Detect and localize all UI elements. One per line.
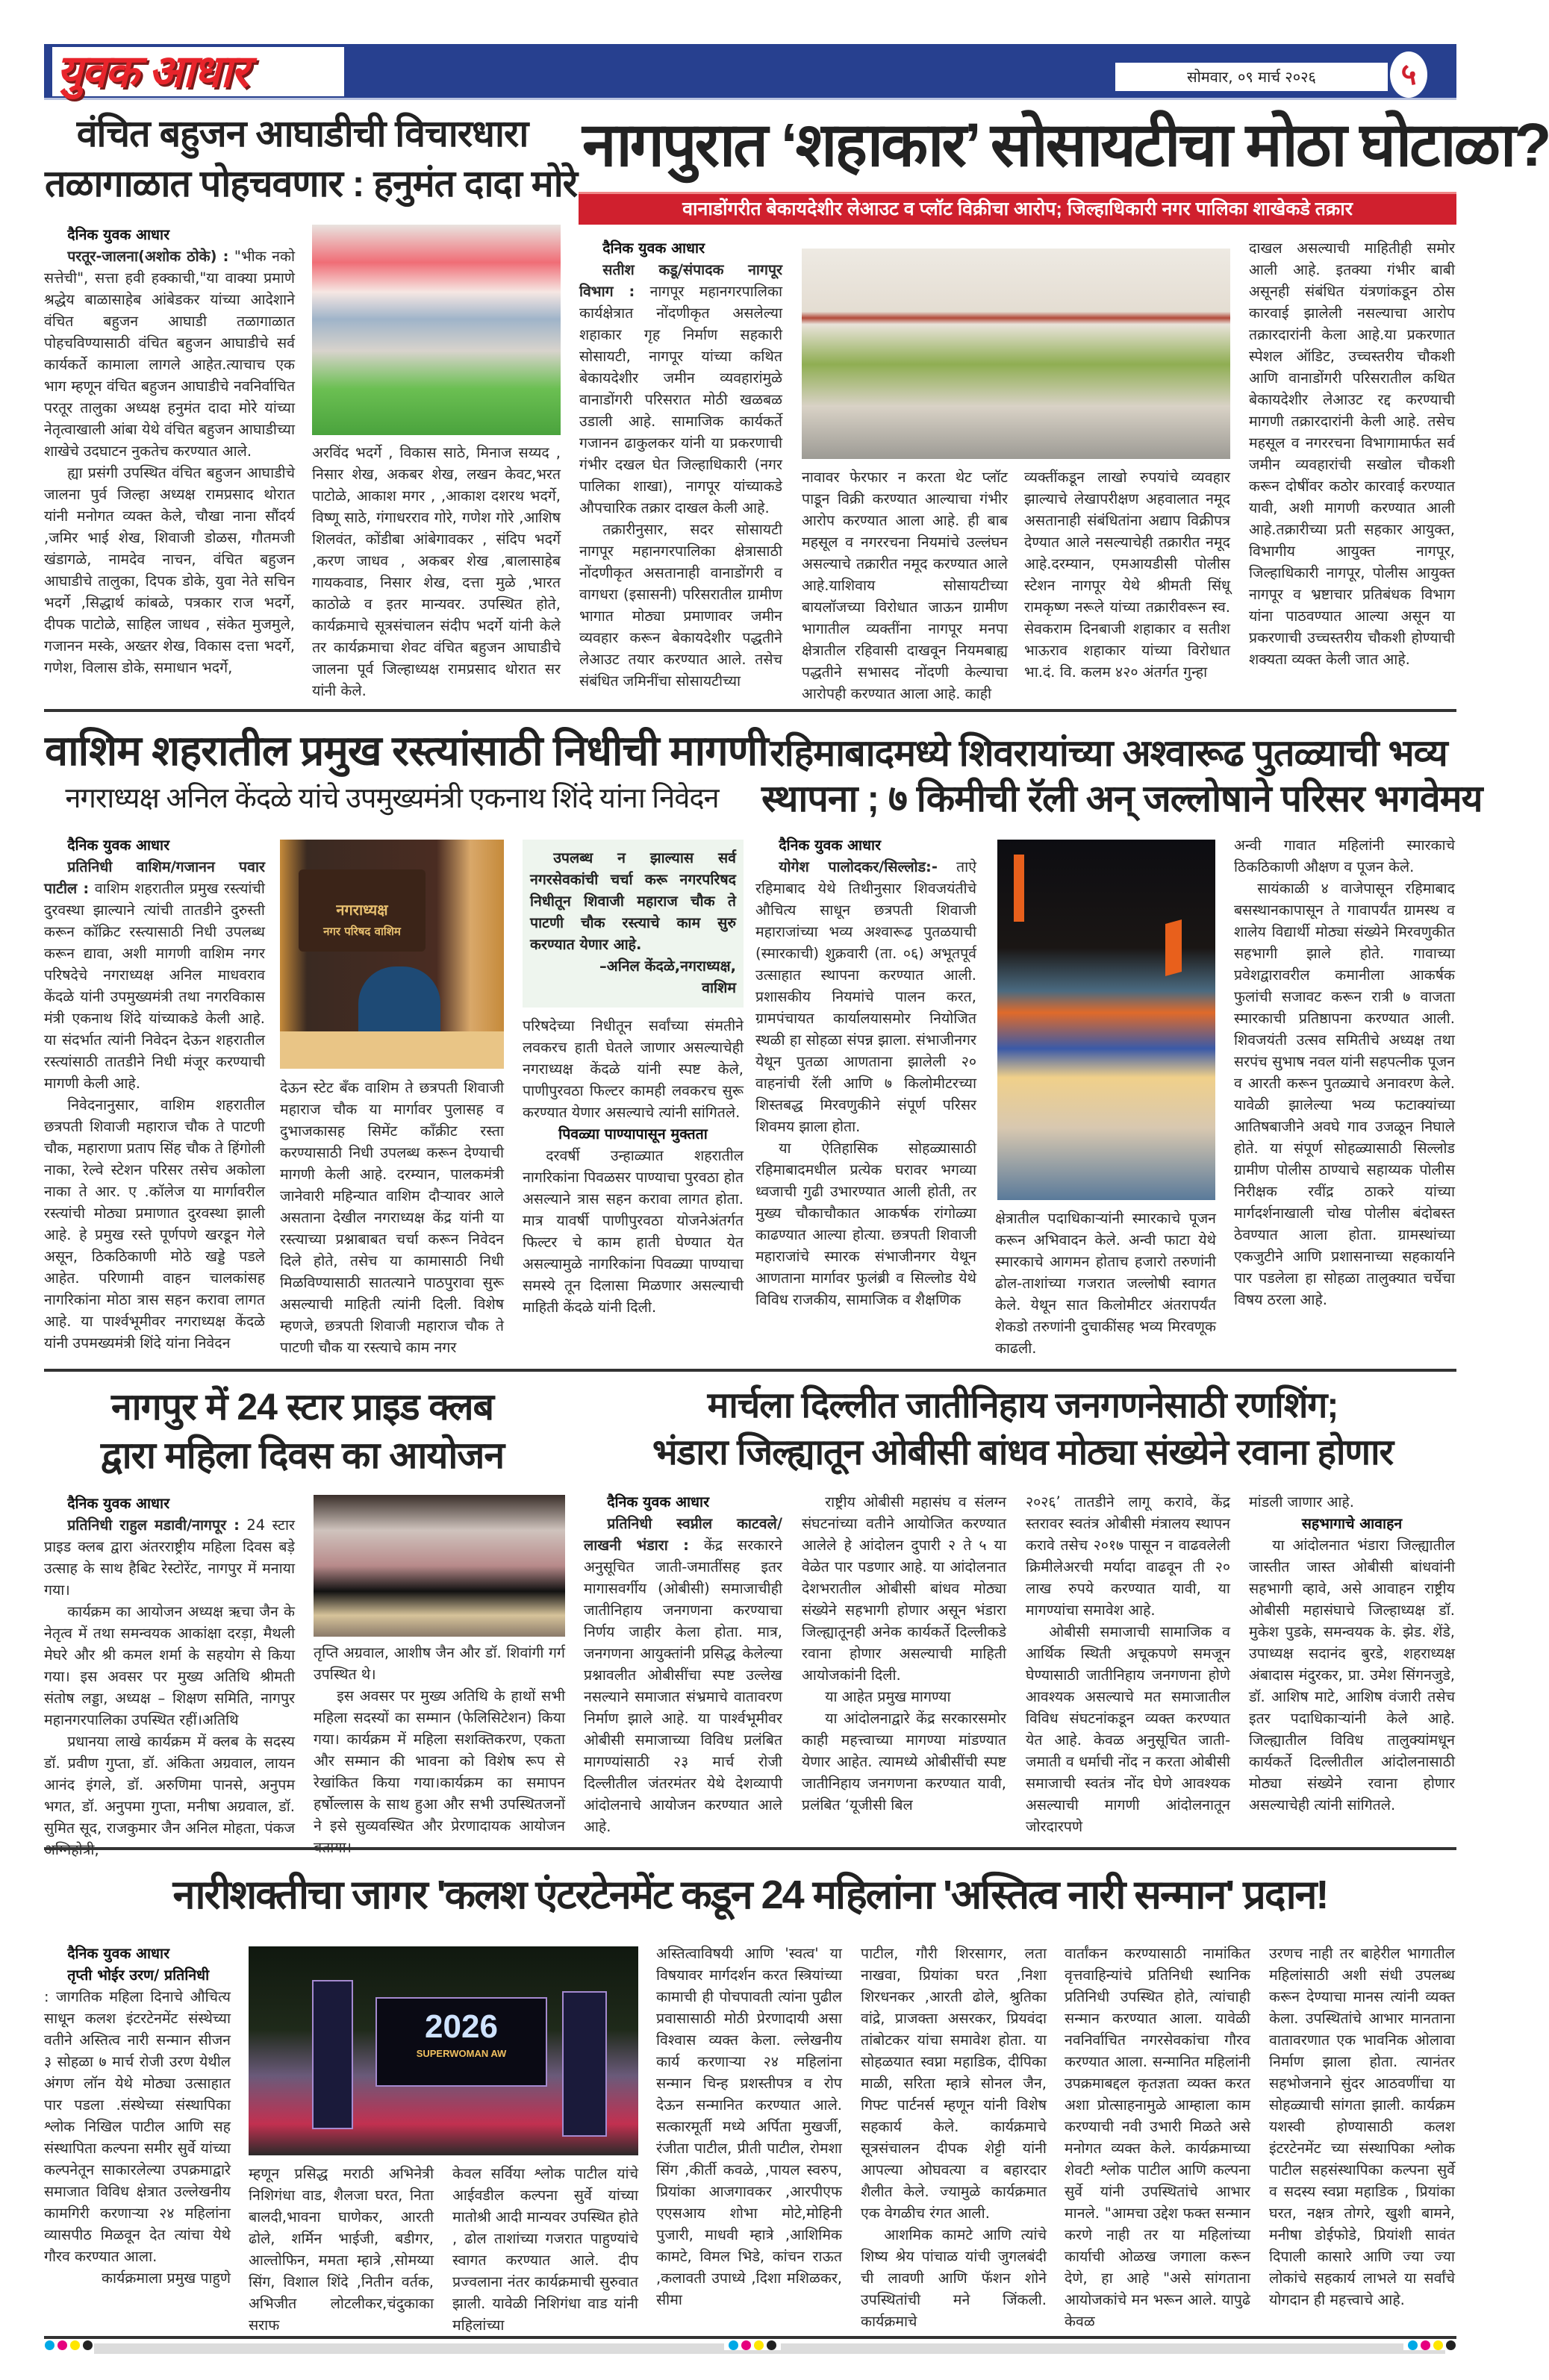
paragraph: म्हणून प्रसिद्ध मराठी अभिनेत्री निशिगंधा वाड, शैलजा घरत, निता बालदी,भावना घाणेकर, आरती ढोले, शर्मिन भाईजी, बडीगर, आल्तोफिन, ममता म्हात्रे ,सोमय्या सिंग, विशाल शिंदे ,नितीन वर्तक, अभिजीत लोटलीकर,चंदुकाका सराफ: [249, 2165, 434, 2334]
photo-shivaji-statue: [997, 840, 1215, 1200]
paragraph: : जागतिक महिला दिनाचे औचित्य साधून कलश इंटरटेनमेंट संस्थेच्या वतीने अस्तित्व नारी सन्मान सीजन ३ सोहळा ७ मार्च रोजी उरण येथील अंगण लॉन येथे मोठ्या उत्साहात पार पडला .संस्थेच्या संस्थापिका श्लोक निखिल पाटील आणि सह संस्थापिता कल्पना समीर सुर्वे यांच्या कल्पनेतून साकारलेल्या उपक्रमाद्वारे समाजात विविध क्षेत्रात उल्लेखनीय कामगिरी करणाऱ्या २४ महिलांना व्यासपीठ मिळवून देत त्यांचा येथे गौरव करण्यात आला.: [44, 1988, 231, 2265]
sign-text: नगर परिषद वाशिम: [323, 925, 401, 938]
photo-mayor-office: [280, 840, 504, 1069]
strapline: वानाडोंगरीत बेकायदेशीर लेआउट व प्लॉट विक्रीचा आरोप; जिल्हाधिकारी नगर पालिका शाखेकडे तक्रार: [682, 199, 1353, 219]
banner-text: SUPERWOMAN AW: [416, 2048, 507, 2059]
paragraph: निवेदनानुसार, वाशिम शहरातील छत्रपती शिवाजी महाराज चौक ते पाटणी चौक, महाराणा प्रताप सिंह चौक ते हिंगोली नाका, रेल्वे स्टेशन परिसर तसेच अकोला नाका ते आर. ए .कॉलेज या मार्गावरील रस्त्यांची मोठ्या प्रमाणात दुरवस्था झाली आहे. हे प्रमुख रस्ते पूर्णपणे खरडून गेले असून, ठिकठिकाणी मोठे खड्डे पडले आहेत. परिणामी वाहन चालकांसह नागरिकांना मोठा त्रास सहन करावा लागत आहे. या पार्श्वभूमीवर नगराध्यक्ष केंदळे यांनी उपमख्यमंत्री शिंदे यांना निवेदन: [44, 1096, 265, 1352]
paragraph: नावावर फेरफार न करता थेट प्लॉट पाडून विक्री करण्यात आल्याचा गंभीर आरोप करण्यात आला आहे. ही बाब महसूल व नगररचना नियमांचे उल्लंघन असल्याचे तक्रारीत नमूद करण्यात आले आहे.याशिवाय सोसायटीच्या बायलॉजच्या विरोधात जाऊन ग्रामीण भागातील व्यक्तींना नागपूर मनपा क्षेत्रातील रहिवासी दाखवून नियमबाह्य पद्धतीने सभासद नोंदणी केल्याचा आरोपही करण्यात आला आहे. काही: [802, 469, 1008, 702]
headline-line: रहिमाबादमध्ये शिवरायांच्या अश्वारूढ पुतळ्याची भव्य: [770, 732, 1447, 774]
photo-womens-day-group: [314, 1495, 565, 1637]
strapline-bar: [579, 192, 1456, 225]
flag-icon: [1165, 919, 1182, 976]
paragraph: तृप्ति अग्रवाल, आशीष जैन और डॉ. शिवांगी गर्ग उपस्थित थे।: [314, 1644, 565, 1683]
paragraph: 24 स्टार प्राइड क्लब द्वारा अंतरराष्ट्रीय महिला दिवस बड़े उत्साह के साथ हैबिट रेस्टोरेंट, नागपुर में मनाया गया।: [44, 1517, 295, 1599]
paragraph: दरवर्षी उन्हाळ्यात शहरातील नागरिकांना पिवळसर पाण्याचा पुरवठा होत असल्याने त्रास सहन करावा लागत होता. मात्र यावर्षी पाणीपुरवठा योजनेअंतर्गत फिल्टर चे काम हाती घेण्यात येत असल्यामुळे नागरिकांना पिवळ्या पाण्याचा समस्ये तून दिलासा मिळणार असल्याची माहिती केंदळे यांनी दिली.: [523, 1147, 744, 1316]
cyan-dot-icon: [45, 2340, 54, 2350]
registration-marks: [1403, 2340, 1456, 2350]
pull-quote-box: [523, 840, 744, 1008]
article-column: [452, 2163, 638, 2336]
paragraph: उरणच नाही तर बाहेरील भागातील महिलांसाठी अशी संधी उपलब्ध करून देण्याचा मानस त्यांनी व्यक्त केला. उपस्थितांचे आभार मानताना वातावरणात एक भावनिक ओलावा निर्माण झाला होता. त्यानंतर सहभोजनाने सुंदर आठवणींचा या सोहळ्याची सांगता झाली. कार्यक्रम यशस्वी होण्यासाठी कलश इंटरटेनमेंट च्या संस्थापिका श्लोक पाटील सहसंस्थापिका कल्पना सुर्वे व सदस्य स्वप्ना महाडिक , प्रियांका घरत, नक्षत्र तोगरे, खुशी बामने, मनीषा डोईफोडे, प्रियांशी सावंत दिपाली कासारे आणि ज्या ज्या लोकांचे सहकार्य लाभले या सर्वांचे योगदान ही महत्त्वाचे आहे.: [1269, 1945, 1455, 2308]
quote-attribution: –अनिल केंदळे,नगराध्यक्ष,: [599, 958, 736, 975]
article-column: [44, 834, 265, 1357]
paragraph: सायंकाळी ४ वाजेपासून रहिमाबाद बसस्थानकापासून ते गावापर्यंत ग्रामस्थ व शालेय विद्यार्थी मोठ्या संख्येने मिरवणुकीत सहभागी झाले होते. गावाच्या प्रवेशद्वारावरील कमानीला आकर्षक फुलांची सजावट करून रात्री ७ वाजता स्मारकाची प्रतिष्ठापना करण्यात आली. शिवजयंती उत्सव समितीचे अध्यक्ष तथा सरपंच सुभाष नवल यांनी सहपत्नीक पूजन व आरती करून पुतळ्याचे अनावरण केले. यावेळी झालेल्या भव्य फटाक्यांच्या आतिषबाजीने अवघे गाव उजळून निघाले होते. या संपूर्ण सोहळ्यासाठी सिल्लोड ग्रामीण पोलीस ठाण्याचे सहाय्यक पोलीस निरीक्षक रवींद्र ठाकरे यांच्या मार्गदर्शनाखाली चोख पोलीस बंदोबस्त ठेवण्यात आला होता. ग्रामस्थांच्या एकजुटीने आणि प्रशासनाच्या सहकार्याने पार पडलेला हा सोहळा तालुक्यात चर्चेचा विषय ठरला आहे.: [1234, 880, 1455, 1308]
paragraph: "भीक नको सत्तेची", सत्ता हवी हक्काची,"या वाक्या प्रमाणे श्रद्धेय बाळासाहेब आंबेडकर यांच्या आदेशाने वंचित बहुजन आघाडी तळागाळात पोहचविण्यासाठी वंचित बहुजन आघाडीचे सर्व कार्यकर्ते कामाला लागले आहेत.त्याचाच एक भाग म्हणून वंचित बहुजन आघाडीचे नवनिर्वाचित परतूर तालुका अध्यक्ष हनुमंत दादा मोरे यांच्या नेतृत्वाखाली आंबा येथे वंचित बहुजन आघाडीच्या शाखेचे उदघाटन नुकतेच करण्यात आले.: [44, 248, 296, 460]
cyan-dot-icon: [729, 2340, 738, 2350]
registration-marks: [45, 2340, 93, 2350]
paragraph: नागपूर महानगरपालिका कार्यक्षेत्रात नोंदणीकृत असलेल्या शहाकार गृह निर्माण सहकारी सोसायटी, नागपूर यांच्या कथित बेकायदेशीर जमीन व्यवहारांमुळे वानाडोंगरी परिसरात मोठी खळबळ उडाली आहे. सामाजिक कार्यकर्ते गजानन ढाकुलकर यांनी या प्रकरणाची गंभीर दखल घेत जिल्हाधिकारी (नगर पालिका शाखा), नागपूर यांच्याकडे औपचारिक तक्रार दाखल केली आहे.: [579, 283, 782, 516]
paragraph: वाशिम शहरातील प्रमुख रस्त्यांची दुरवस्था झाल्याने त्यांची तातडीने दुरुस्ती करून कॉक्रिट रस्त्यासाठी निधी उपलब्ध करून द्यावा, अशी मागणी वाशिम नगर परिषदेचे नगराध्यक्ष अनिल माधवराव केंदळे यांनी उपमुख्यमंत्री तथा नगरविकास मंत्री एकनाथ शिंदे यांच्याकडे केली आहे. या संदर्भात त्यांनी निवेदन देऊन शहरातील रस्त्यांसाठी तातडीने निधी मंजूर करण्याची मागणी केली आहे.: [44, 880, 265, 1092]
headline-washim: वाशिम शहरातील प्रमुख रस्त्यांसाठी निधीची मागणी: [45, 727, 768, 774]
headline-line: भंडारा जिल्ह्यातून ओबीसी बांधव मोठ्या संख्येने रवाना होणार: [652, 1432, 1394, 1472]
yellow-dot-icon: [1433, 2340, 1443, 2350]
paragraph: केंद्र सरकारने अनुसूचित जाती-जमातींसह इतर मागासवर्गीय (ओबीसी) समाजाचीही जातीनिहाय जनगणना करण्याचा निर्णय जाहीर केला होता. मात्र, जनगणना आयुक्तांनी प्रसिद्ध केलेल्या प्रश्नावलीत ओबीसींचा स्पष्ट उल्लेख नसल्याने समाजात संभ्रमाचे वातावरण निर्माण झाले आहे. या पार्श्वभूमीवर ओबीसी समाजाच्या विविध प्रलंबित मागण्यांसाठी २३ मार्च रोजी दिल्लीतील जंतरमंतर येथे देशव्यापी आंदोलनाचे आयोजन करण्यात आले आहे.: [584, 1537, 782, 1835]
headline-kalash: नारीशक्तीचा जागर 'कलश एंटरटेनमेंट कडून 24 महिलांना 'अस्तित्व नारी सन्मान' प्रदान!: [172, 1873, 1328, 1917]
section-divider: [44, 709, 1456, 712]
paper-credit: दैनिक युवक आधार: [779, 837, 882, 854]
paragraph: व्यक्तींकडून लाखो रुपयांचे व्यवहार झाल्याचे लेखापरीक्षण अहवालात नमूद असतानाही संबंधितांना अद्याप विक्रीपत्र देण्यात आले नसल्याचेही तक्रारीत नमूद आहे.दरम्यान, एमआयडीसी पोलीस स्टेशन नागपूर येथे श्रीमती सिंधू रामकृष्ण नरूले यांच्या तक्रारीवरून स्व. सेवकराम दिनबाजी शहाकार व सतीश भाऊराव शहाकार यांच्या विरोधात भा.दं. वि. कलम ४२० अंतर्गत गुन्हा: [1024, 469, 1230, 681]
logo[interactable]: [52, 47, 344, 96]
magenta-dot-icon: [57, 2340, 67, 2350]
article-column: [1269, 1943, 1455, 2336]
article-column: [1026, 1491, 1230, 1840]
magenta-dot-icon: [1421, 2340, 1430, 2350]
subheadline-washim: नगराध्यक्ष अनिल केंदळे यांचे उपमुख्यमंत्री एकनाथ शिंदे यांना निवेदन: [65, 783, 719, 814]
section-divider: [44, 2336, 1456, 2339]
article-column: [995, 1208, 1216, 1357]
article-column: [280, 1077, 504, 1357]
article-column: [312, 442, 561, 709]
paragraph: ओबीसी समाजाची सामाजिक व आर्थिक स्थिती अचूकपणे समजून घेण्यासाठी जातीनिहाय जनगणना होणे आवश्यक असल्याचे मत समाजातील विविध संघटनांकडून व्यक्त करण्यात येत आहे. केवळ अनुसूचित जाती-जमाती व धर्माची नोंद न करता ओबीसी समाजाची स्वतंत्र नोंद घेणे आवश्यक असल्याची मागणी आंदोलनातून जोरदारपणे: [1026, 1623, 1230, 1835]
black-dot-icon: [83, 2340, 93, 2350]
article-column: [1249, 1491, 1455, 1840]
yellow-dot-icon: [754, 2340, 764, 2350]
paragraph: परिषदेच्या निधीतून सर्वांच्या संमतीने लवकरच हाती घेतले जाणार असल्याचेही नगराध्यक्ष केंदळे यांनी स्पष्ट केले, पाणीपुरवठा फिल्टर कामही लवकरच सुरू करण्यात येणार असल्याचे त्यांनी सांगितले.: [523, 1017, 744, 1121]
photo-vba-event: [312, 225, 561, 435]
black-dot-icon: [767, 2340, 776, 2350]
paragraph: अस्तित्वाविषयी आणि 'स्वत्व' या विषयावर मार्गदर्शन करत स्त्रियांच्या कामाची ही पोचपावती त्यांना पुढील प्रवासासाठी मोठी प्रेरणादायी असा विश्वास व्यक्त केला. ल्लेखनीय कार्य करणाऱ्या २४ महिलांना सन्मान चिन्ह प्रशस्तीपत्र व रोप देऊन सन्मानित करण्यात आले. सत्कारमूर्ती मध्ये अर्पिता मुखर्जी, रंजीता पाटील, प्रीती पाटील, रोमशा सिंग ,कीर्ती कवळे, ,पायल स्वरुप, प्रियांका आजगावकर ,आरपीएफ एएसआय शोभा मोटे,मोहिनी पुजारी, माधवी म्हात्रे ,आशिमिक कामटे, विमल भिडे, कांचन राऊत ,कलावती उपाध्ये ,दिशा मशिळकर, सीमा: [656, 1945, 842, 2308]
paragraph: पाटील, गौरी शिरसागर, लता नाखवा, प्रियांका घरत ,निशा शिरधनकर ,आरती ढोले, श्रुतिका वांद्रे, प्राजक्ता असरकर, प्रियवंदा तांबोटकर यांचा समावेश होता. या सोहळयात स्वप्ना महाडिक, दीपिका माळी, सरिता म्हात्रे सोनल जैन, गिफ्ट पार्टनर्स म्हणून यांनी विशेष सहकार्य केले. कार्यक्रमाचे सूत्रसंचालन दीपक शेट्टी यांनी आपल्या ओघवत्या व बहारदार शैलीत केले. ज्यामुळे कार्यक्रमात एक वेगळीच रंगत आली.: [861, 1945, 1047, 2222]
section-divider: [44, 1847, 1456, 1850]
paragraph: कार्यक्रम का आयोजन अध्यक्ष ऋचा जैन के नेतृत्व में तथा समन्वयक आकांक्षा दरड़ा, मैथली मेघरे और श्री कमल शर्मा के सहयोग से किया गया। इस अवसर पर मुख्य अतिथि श्रीमती संतोष लड्डा, अध्यक्ष – शिक्षण समिति, नागपुर महानगरपालिका उपस्थित रहीं।अतिथि: [44, 1603, 295, 1728]
paragraph: मांडली जाणार आहे.: [1249, 1493, 1354, 1511]
article-column: [1065, 1943, 1250, 2336]
byline: योगेश पालोदकर/सिल्लोड:-: [779, 858, 938, 875]
paragraph: दाखल असल्याची माहितीही समोर आली आहे. इतक्या गंभीर बाबी असूनही संबंधित यंत्रणांकडून ठोस कारवाई झालेली नसल्याचा आरोप तक्रारदारांनी केला आहे.या प्रकरणात स्पेशल ऑडिट, उच्चस्तरीय चौकशी आणि वानाडोंगरी परिसरातील कथित बेकायदेशीर लेआउट रद्द करण्याची मागणी तक्रारदारांनी केली आहे. तसेच महसूल व नगररचना विभागामार्फत सर्व जमीन व्यवहारांची सखोल चौकशी करून दोषींवर कठोर कारवाई करण्यात यावी, अशी मागणी करण्यात आली आहे.तक्रारीच्या प्रती सहकार आयुक्त, विभागीय आयुक्त नागपूर, जिल्हाधिकारी नागपूर, पोलीस आयुक्त नागपूर व भ्रष्टाचार प्रतिबंधक विभाग यांना पाठवण्यात आल्या असून या प्रकरणाची उच्चस्तरीय चौकशी होण्याची शक्यता व्यक्त केली जात आहे.: [1249, 240, 1455, 668]
subheading: सहभागाचे आवाहन: [1301, 1515, 1403, 1532]
article-column: [755, 834, 976, 1357]
headline-line: स्थापना ; ७ किमीची रॅली अन् जल्लोषाने परिसर भगवेमय: [761, 778, 1483, 819]
paragraph: राष्ट्रीय ओबीसी महासंघ व संलग्न संघटनांच्या वतीने आयोजित करण्यात आलेले हे आंदोलन दुपारी २ ते ५ या वेळेत पार पडणार आहे. या आंदोलनात देशभरातील ओबीसी बांधव मोठ्या संख्येने सहभागी होणार असून भंडारा जिल्ह्यातूनही अनेक कार्यकर्ते दिल्लीकडे रवाना होणार असल्याची माहिती आयोजकांनी दिली.: [802, 1493, 1006, 1684]
article-column: [44, 224, 295, 709]
sign-text: नगराध्यक्ष: [336, 901, 388, 919]
subheading: या आहेत प्रमुख मागण्या: [825, 1688, 951, 1705]
paper-credit: दैनिक युवक आधार: [67, 1945, 170, 1962]
page-number-badge: [1390, 51, 1427, 98]
paragraph: अन्वी गावात महिलांनी स्मारकाचे ठिकठिकाणी औक्षण व पूजन केले.: [1234, 837, 1455, 875]
paragraph: इस अवसर पर मुख्य अतिथि के हाथों सभी महिला सदस्यों का सम्मान (फेलिसिटेशन) किया गया। कार्यक्रम में महिला सशक्तिकरण, एकता और सम्मान की भावना को विशेष रूप से रेखांकित किया गया।कार्यक्रम का समापन हर्षोल्लास के साथ हुआ और सभी उपस्थितजनों ने इसे सुव्यवस्थित और प्रेरणादायक आयोजन: [314, 1687, 565, 1834]
paragraph: आशमिक कामटे आणि त्यांचे शिष्य श्रेय पांचाळ यांची जुगलबंदी ची लावणी आणि फॅशन शोने उपस्थितांची मने जिंकली. कार्यक्रमाचे: [861, 2226, 1047, 2330]
stage-screen: [375, 1997, 547, 2087]
headline-line: वंचित बहुजन आघाडीची विचारधारा: [76, 113, 529, 154]
article-column: [249, 2163, 434, 2336]
logo-text: युवक आधार: [57, 46, 248, 96]
paragraph: कार्यक्रमाला प्रमुख पाहुणे: [102, 2270, 231, 2287]
cyan-dot-icon: [1408, 2340, 1418, 2350]
paper-credit: दैनिक युवक आधार: [67, 1495, 170, 1512]
byline: परतूर-जालना(अशोक ठोके) :: [67, 248, 229, 265]
desk: [280, 1031, 504, 1069]
article-column: [802, 466, 1008, 709]
byline: प्रतिनिधी राहुल मडावी/नागपूर :: [67, 1517, 240, 1534]
paper-credit: दैनिक युवक आधार: [67, 226, 170, 243]
pull-quote: उपलब्ध न झाल्यास सर्व नगरसेवकांची चर्चा करू नगरपरिषद निधीतून शिवाजी महाराज चौक ते पाटणी चौक रस्त्याचे काम सुरु करण्यात येणार आहे.: [530, 849, 736, 953]
headline-vba: [45, 113, 578, 204]
date-box: [1115, 63, 1388, 91]
byline: सतीश कडू/संपादक नागपूर विभाग :: [579, 261, 782, 300]
paragraph: केवल सर्विया श्लोक पाटील यांचे आईवडील कल्पना सुर्वे यांच्या मातोश्री आदी मान्यवर उपस्थित होते , ढोल ताशांच्या गजरात पाहुण्यांचे स्वागत करण्यात आले. दीप प्रज्वलाना नंतर कार्यक्रमाची सुरुवात झाली. यावेळी निशिगंधा वाड यांनी महिलांच्या: [452, 2165, 638, 2334]
flag-icon: [1014, 855, 1024, 922]
subheading: पिवळ्या पाण्यापासून मुक्तता: [558, 1125, 708, 1143]
magenta-dot-icon: [741, 2340, 751, 2350]
headline-line: मार्चला दिल्लीत जातीनिहाय जनगणनेसाठी रणशिंग;: [707, 1386, 1338, 1425]
article-column: [584, 1491, 782, 1840]
paper-credit: दैनिक युवक आधार: [607, 1493, 710, 1511]
headline-line: नागपुर में 24 स्टार प्राइड क्लब: [110, 1386, 494, 1428]
article-column: [579, 237, 782, 709]
paragraph: या ऐतिहासिक सोहळ्यासाठी रहिमाबादमधील प्रत्येक घरावर भगव्या ध्वजाची गुढी उभारण्यात आली होती, तर मुख्य चौकाचौकात आकर्षक रांगोळ्या काढण्यात आल्या होत्या. छत्रपती शिवाजी महाराजांचे स्मारक संभाजीनगर येथून आणताना मार्गावर फुलंब्री व सिल्लोड येथे विविध राजकीय, सामाजिक व शैक्षणिक: [755, 1140, 976, 1308]
black-dot-icon: [1446, 2340, 1456, 2350]
headline-shahakar: नागपुरात ‘शहाकार’ सोसायटीचा मोठा घोटाळा?: [582, 111, 1549, 179]
issue-date: सोमवार, ०९ मार्च २०२६: [1187, 68, 1316, 86]
headline-rahimabad: [761, 732, 1483, 819]
award-standee: [562, 1991, 607, 2137]
paragraph: ह्या प्रसंगी उपस्थित वंचित बहुजन आघाडीचे जालना पुर्व जिल्हा अध्यक्ष रामप्रसाद थोरात यांनी मनोगत व्यक्त केले, चौखा नाना सौंदर्य ,जमिर भाई शेख, शिवाजी डोळस, गौतमजी खंडागळे, नामदेव नाचन, वंचित बहुजन आघाडीचे तालुका, दिपक डोके, युवा नेते सचिन भदर्गे ,सिद्धार्थ कांबळे, पत्रकार राज भदर्गे, दीपक पाटोळे, साहिल जाधव , संकेत मुजमुले, गजानन मस्के, अख्तर शेख, विकास दत्ता भदर्गे, गणेश, विलास डोके, समाधान भदर्गे,: [44, 464, 295, 676]
paragraph: अरविंद भदर्गे , विकास साठे, मिनाज सय्यद , निसार शेख, अकबर शेख, लखन केवट,भरत पाटोळे, आकाश मगर , ,आकाश दशरथ भदर्गे, विष्णू साठे, गंगाधरराव गोरे, गणेश गोरे ,आशिष शिलवंत, कोंडीबा आंबेगावकर , संदिप भदर्गे ,करण जाधव , अकबर शेख ,बालासाहेब गायकवाड, निसार शेख, दत्ता मुळे ,भारत काठोळे व इतर मान्यवर. उपस्थित होते, कार्यक्रमाचे सूत्रसंचालन संदीप भदर्गे यांनी केले तर कार्यक्रमाचा शेवट वंचित बहुजन आघाडीचे जालना पूर्व जिल्हाध्यक्ष रामप्रसाद थोरात सर यांनी केले.: [312, 444, 561, 699]
yellow-dot-icon: [70, 2340, 80, 2350]
banner-year: 2026: [425, 2008, 498, 2045]
registration-marks: [724, 2340, 781, 2350]
article-column: [314, 1642, 565, 1840]
nameplate: [299, 869, 426, 952]
section-divider: [44, 1369, 1456, 1372]
article-column: [523, 1015, 744, 1357]
paper-credit: दैनिक युवक आधार: [67, 837, 170, 854]
article-column: [656, 1943, 842, 2336]
article-column: [44, 1493, 295, 1840]
paragraph: ताऐ रहिमाबाद येथे तिथीनुसार शिवजयंतीचे औचित्य साधून छत्रपती शिवाजी महाराजांच्या भव्य अश्वारूढ पुतळयाची (स्मारकाची) शुक्रवारी (ता. ०६) अभूतपूर्व उत्साहात स्थापना करण्यात आली. प्रशासकीय नियमांचे पालन करत, ग्रामपंचायत कार्यालयासमोर नियोजित स्थळी हा सोहळा संपन्न झाला. संभाजीनगर येथून पुतळा आणताना झालेली २० वाहनांची रॅली आणि ७ किलोमीटरच्या शिस्तबद्ध मिरवणुकीने संपूर्ण परिसर शिवमय झाला होता.: [755, 858, 976, 1135]
paragraph: वार्तांकन करण्यासाठी नामांकित वृत्तवाहिन्यांचे प्रतिनिधी स्थानिक प्रतिनिधी उपस्थित होते, त्यांचाही सन्मान करण्यात आला. यावेळी नवनिर्वाचित नगरसेवकांचा गौरव करण्यात आला. सन्मानित महिलांनी उपक्रमाबद्दल कृतज्ञता व्यक्त करत अशा प्रोत्साहनामुळे आम्हाला काम करण्याची नवी उभारी मिळते असे मनोगत व्यक्त केले. कार्यक्रमाच्या शेवटी श्लोक पाटील आणि कल्पना सुर्वे यांनी उपस्थितांचे आभार मानले. "आमचा उद्देश फक्त सन्मान करणे नाही तर या महिलांच्या कार्याची ओळख जगाला करून देणे, हा आहे "असे सांगताना आयोजकांचे मन भरून आले. यापुढे केवळ: [1065, 1945, 1250, 2330]
photo-superwoman-awards: [249, 1946, 638, 2155]
award-standee: [312, 1980, 353, 2129]
article-column: [1024, 466, 1230, 709]
photo-municipal-building: [802, 249, 1230, 459]
article-column: [1249, 237, 1455, 709]
headline-line: द्वारा महिला दिवस का आयोजन: [100, 1434, 505, 1476]
paper-credit: दैनिक युवक आधार: [602, 240, 705, 257]
byline: तृप्ती भोईर उरण/ प्रतिनिधी: [67, 1967, 210, 1984]
paragraph: तक्रारीनुसार, सदर सोसायटी नागपूर महानगरपालिका क्षेत्रासाठी नोंदणीकृत असतानाही वानाडोंगरी व वागधरा (इसासनी) परिसरातील ग्रामीण भागात मोठ्या प्रमाणावर जमीन व्यवहार करून बेकायदेशीर पद्धतीने लेआउट तयार करण्यात आले. तसेच संबंधित जमिनींचा सोसायटीच्या: [579, 521, 782, 690]
paragraph: २०२६’ तातडीने लागू करावे, केंद्र स्तरावर स्वतंत्र ओबीसी मंत्रालय स्थापन करावे तसेच २०१७ पासून न वाढवलेली क्रिमीलेअरची मर्यादा वाढवून ती २० लाख रुपये करण्यात यावी, या मागण्यांचा समावेश आहे.: [1026, 1493, 1230, 1619]
headline-pride-club: [45, 1387, 560, 1476]
paragraph: या आंदोलनाद्वारे केंद्र सरकारसमोर काही महत्त्वाच्या मागण्या मांडण्यात येणार आहेत. त्यामध्ये ओबीसींची स्पष्ट जातीनिहाय जनगणना करण्यात यावी, प्रलंबित ‘यूजीसी बिल: [802, 1710, 1006, 1814]
paragraph: देऊन स्टेट बँक वाशिम ते छत्रपती शिवाजी महाराज चौक या मार्गावर पुलासह व दुभाजकासह सिमेंट कॉंक्रीट रस्ता करण्यासाठी निधी उपलब्ध करून देण्याची मागणी केली आहे. दरम्यान, पालकमंत्री जानेवारी महिन्यात वाशिम दौऱ्यावर आले असताना देखील नगराध्यक्ष केंद्र यांनी या रस्त्याच्या प्रश्नाबाबत चर्चा करून निवेदन दिले होते, तसेच या कामासाठी निधी मिळविण्यासाठी सातत्याने पाठपुरावा सुरू असल्याची माहिती त्यांनी दिली. विशेष म्हणजे, छत्रपती शिवाजी महाराज चौक ते पाटणी चौक या रस्त्याचे काम नगर: [280, 1079, 504, 1356]
paragraph: या आंदोलनात भंडारा जिल्ह्यातील जास्तीत जास्त ओबीसी बांधवांनी सहभागी व्हावे, असे आवाहन राष्ट्रीय ओबीसी महासंघाचे जिल्हाध्यक्ष डॉ. मुकेश पुडके, समन्वयक के. झेड. शेंडे, उपाध्यक्ष सदानंद बुरडे, शहराध्यक्ष अंबादास मंदुरकर, प्रा. उमेश सिंगनजुडे, डॉ. आशिष माटे, आशिष वंजारी तसेच इतर पदाधिकाऱ्यांनी केले आहे. जिल्ह्यातील विविध तालुक्यांमधून कार्यकर्ते दिल्लीतील आंदोलनासाठी मोठ्या संख्येने रवाना होणार असल्याचेही त्यांनी सांगितले.: [1249, 1537, 1455, 1814]
article-column: [861, 1943, 1047, 2336]
headline-line: तळागाळात पोहचवणार : हनुमंत दादा मोरे: [45, 163, 578, 204]
article-column: [1234, 834, 1455, 1357]
paragraph: प्रधानया लाखे कार्यक्रम में क्लब के सदस्य डॉ. प्रवीण गुप्ता, डॉ. अंकिता अग्रवाल, लायन आनंद इंगले, डॉ. अरुणिमा पानसे, अनुपम भगत, डॉ. अनुपमा गुप्ता, मनीषा अग्रवाल, डॉ. सुमित सूद, राजकुमार जैन अनिल मोहता, पंकज: [44, 1733, 295, 1837]
byline: प्रतिनिधी स्वप्नील काटवले/ लाखनी भंडारा :: [584, 1515, 782, 1554]
headline-obc: [590, 1387, 1456, 1473]
quote-attribution: वाशिम: [702, 979, 736, 996]
article-column: [44, 1943, 231, 2336]
page-number: ५: [1400, 57, 1417, 92]
article-column: [802, 1491, 1006, 1840]
masthead: [44, 44, 1456, 100]
byline: प्रतिनिधी वाशिम/गजानन पवार पाटील :: [44, 858, 265, 897]
paragraph: क्षेत्रातील पदाधिकाऱ्यांनी स्मारकाचे पूजन करून अभिवादन केले. अन्वी फाटा येथे स्मारकाचे आगमन होताच हजारो तरुणांनी ढोल-ताशांच्या गजरात जल्लोषी स्वागत केले. येथून सात किलोमीटर अंतरापर्यंत शेकडो तरुणांनी दुचाकींसह भव्य मिरवणूक काढली.: [995, 1210, 1216, 1357]
